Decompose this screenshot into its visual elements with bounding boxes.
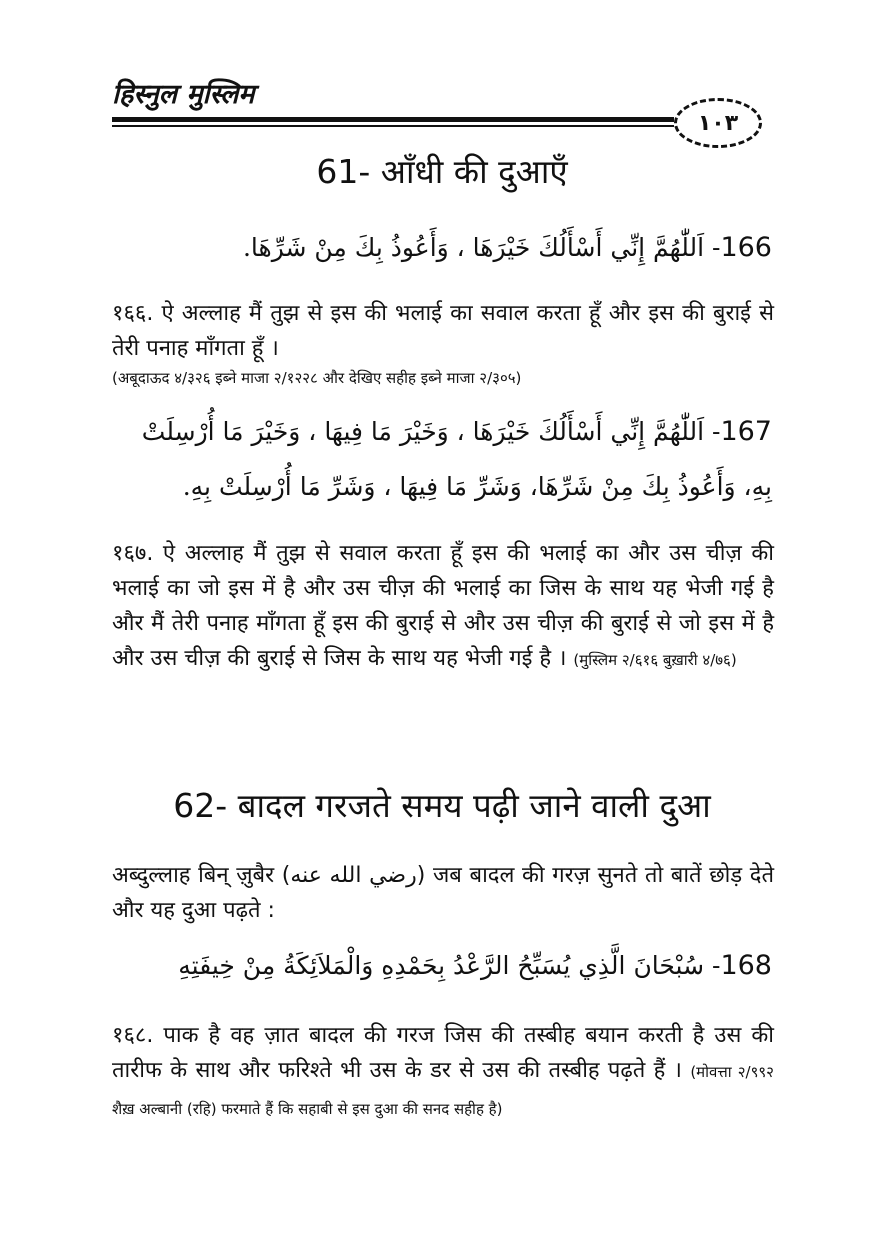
section-title-61: 61- आँधी की दुआएँ [316,152,568,191]
arabic-dua-166 [112,232,772,263]
page-number: ١٠٣ [697,110,739,136]
arabic-dua-167-line1 [112,416,772,447]
translation-166 [112,296,774,390]
reference-text: (मोवत्ता २/९९२ शैख़ अल्बानी (रहि) फरमाते हैं कि सहाबी से इस दुआ की सनद सहीह है) [112,1063,774,1118]
header-rule [112,117,674,122]
dua-number: 168 [720,950,772,981]
arabic-dua-167-line2: بِهِ، وَأَعُوذُ بِكَ مِنْ شَرِّهَا، وَشَرِّ مَا فِيهَا ، وَشَرِّ مَا أُرْسِلَتْ بِهِ. [182,472,772,501]
header-rule-thin [112,125,674,127]
section-title-62: 62- बादल गरजते समय पढ़ी जाने वाली दुआ [173,786,711,825]
intro-paragraph: अब्दुल्लाह बिन् ज़ुबैर (رضي الله عنه) जब बादल की गरज़ सुनते तो बातें छोड़ देते और यह दुआ पढ़ते : [112,863,774,923]
translation-text: १६८. पाक है वह ज़ात बादल की गरज जिस की तस्बीह बयान करती है उस की तारीफ के साथ और फरिश्ते भी उस के डर से उस की तस्बीह पढ़ते हैं । [112,1023,774,1083]
translation-167 [112,536,774,678]
arabic-text: - اَللّٰهُمَّ إِنِّي أَسْأَلُكَ خَيْرَهَا ، وَخَيْرَ مَا فِيهَا ، وَخَيْرَ مَا أُرْسِلَتْ [141,417,721,446]
reference-text: (मुस्लिम २/६१६ बुख़ारी ४/७६) [573,651,737,669]
dua-number: 167 [720,416,772,447]
translation-168 [112,1018,774,1127]
reference-text: (अबूदाऊद ४/३२६ इब्ने माजा २/१२२८ और देखिए सहीह इब्ने माजा २/३०५) [112,369,522,387]
dua-number: 166 [720,232,772,263]
translation-text: १६७. ऐ अल्लाह मैं तुझ से सवाल करता हूँ इस की भलाई का और उस चीज़ की भलाई का जो इस में है और उस चीज़ की भलाई का जिस के साथ यह भेजी गई है और मैं तेरी पनाह माँगता हूँ इस की बुराई से और उस चीज़ की बुराई से जो इस में है और उस चीज़ की बुराई से जिस के साथ यह भेजी गई है । [112,541,774,671]
book-title: हिस्नुल मुस्लिम [112,79,255,110]
page-number-badge [674,98,762,148]
translation-text: १६६. ऐ अल्लाह मैं तुझ से इस की भलाई का सवाल करता हूँ और इस की बुराई से तेरी पनाह माँगता हूँ । [112,301,774,361]
arabic-text: - اَللّٰهُمَّ إِنِّي أَسْأَلُكَ خَيْرَهَا ، وَأَعُوذُ بِكَ مِنْ شَرِّهَا. [242,233,721,262]
arabic-text: - سُبْحَانَ الَّذِي يُسَبِّحُ الرَّعْدُ بِحَمْدِهِ وَالْمَلاَئِكَةُ مِنْ خِيفَتِهِ [178,951,721,980]
arabic-dua-168 [112,950,772,981]
